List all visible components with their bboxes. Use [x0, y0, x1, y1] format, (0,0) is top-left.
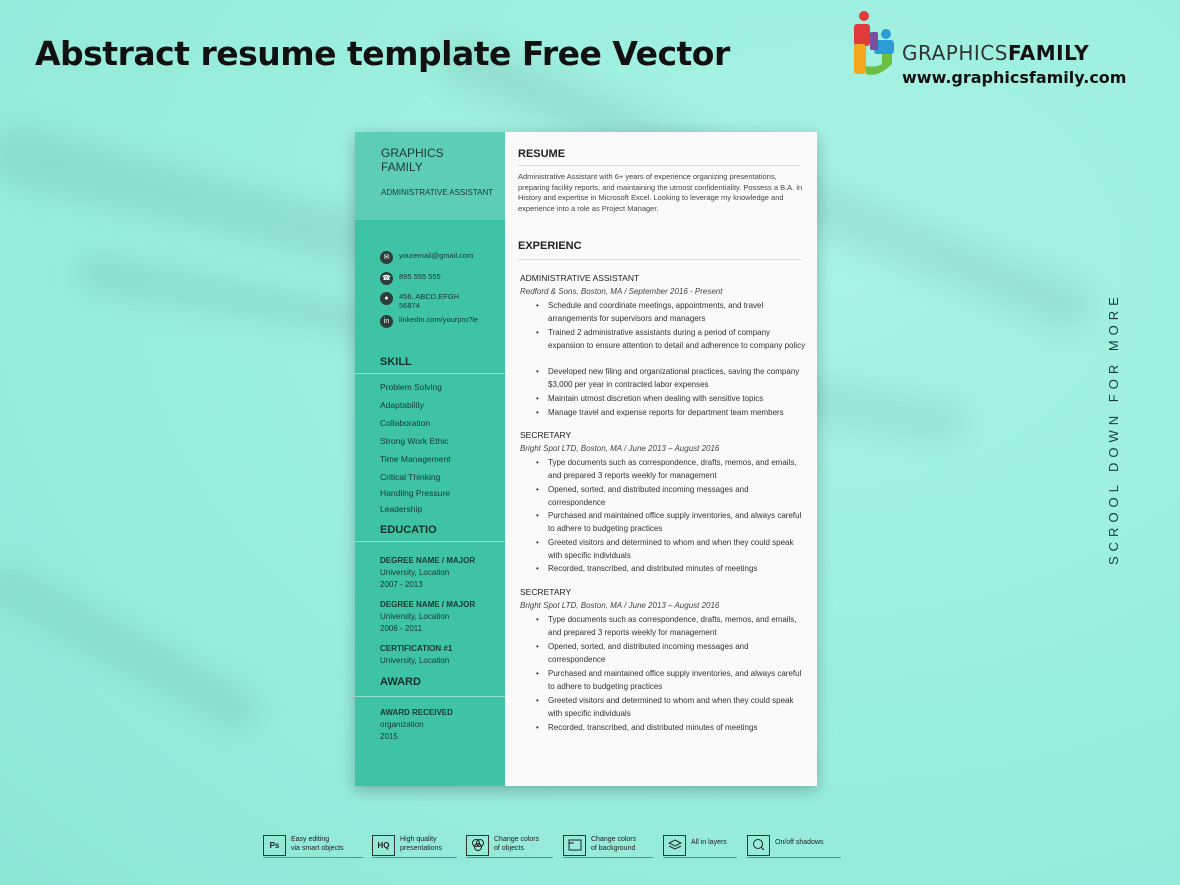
scroll-hint: SCROOL DOWN FOR MORE: [1106, 292, 1121, 565]
job-bullet: • Manage travel and expense reports for department team members: [548, 407, 806, 420]
photoshop-icon: Ps: [263, 835, 286, 856]
color-circles-icon: [466, 835, 489, 856]
resume-sidebar: [355, 132, 505, 786]
award-entry: AWARD RECEIVED organization 2015: [380, 708, 453, 741]
job-bullet: • Schedule and coordinate meetings, appointments, and travel arrangements for supervisors and managers: [548, 300, 806, 325]
email-icon: ✉: [380, 251, 393, 264]
experience-heading: EXPERIENC: [518, 240, 582, 252]
location-icon: ●: [380, 292, 393, 305]
resume-document: [355, 132, 817, 786]
logo-url[interactable]: www.graphicsfamily.com: [902, 68, 1127, 87]
feature-item: On/off shadows: [747, 833, 841, 858]
graphicsfamily-logo-icon: [852, 10, 898, 78]
education-entry: DEGREE NAME / MAJOR University, Location 2006 - 2011: [380, 600, 476, 633]
job-meta: Bright Spot LTD, Boston, MA / June 2013 – August 2016: [520, 444, 720, 453]
shadow-overlay: [0, 560, 265, 736]
skill-item: Handling Pressure: [380, 488, 450, 498]
job-meta: Bright Spot LTD, Boston, MA / June 2013 – August 2016: [520, 601, 720, 610]
contact-linkedin: in linkedin.com/yourpro?le: [380, 315, 478, 328]
job-bullet: • Greeted visitors and determined to whom and when they could speak with specific individuals: [548, 695, 806, 720]
logo-name: GRAPHICSFAMILY: [902, 41, 1090, 65]
divider: [355, 541, 505, 542]
job-bullet: • Type documents such as correspondence, drafts, memos, and emails, and prepared 3 reports weekly for management: [548, 457, 806, 482]
education-heading: EDUCATIO: [380, 524, 437, 536]
skill-item: Critical Thinking: [380, 472, 441, 482]
job-bullet: • Greeted visitors and determined to whom and when they could speak with specific individuals: [548, 537, 806, 562]
resume-summary: Administrative Assistant with 6+ years of experience organizing presentations, preparing facility reports, and maintaining the utmost confidentiality. Possess a B.A. in History and expertise in Microsoft Excel. Looking to leverage my knowledge and experience into a role as Project Manager.: [518, 172, 803, 213]
job-bullet: • Recorded, transcribed, and distributed minutes of meetings: [548, 722, 806, 735]
contact-phone: ☎ 895 555 555: [380, 272, 441, 285]
feature-item: HQ High quality presentations: [372, 833, 457, 858]
job-meta: Redford & Sons, Boston, MA / September 2016 - Present: [520, 287, 723, 296]
skill-item: Problem Solving: [380, 382, 442, 392]
education-entry: DEGREE NAME / MAJOR University, Location 2007 - 2013: [380, 556, 476, 589]
feature-item: Change colors of background: [563, 833, 653, 858]
award-heading: AWARD: [380, 676, 421, 688]
feature-item: All in layers: [663, 833, 737, 858]
divider: [355, 373, 505, 374]
divider: [518, 259, 801, 260]
feature-item: Change colors of objects: [466, 833, 553, 858]
skill-item: Leadership: [380, 504, 423, 514]
skill-item: Time Management: [380, 454, 451, 464]
linkedin-icon: in: [380, 315, 393, 328]
job-bullet: • Trained 2 administrative assistants during a period of company expansion to ensure attention to detail and adherence to company policy: [548, 327, 806, 352]
job-bullet: • Type documents such as correspondence, drafts, memos, and emails, and prepared 3 reports weekly for management: [548, 614, 806, 639]
layers-icon: [663, 835, 686, 856]
job-title: SECRETARY: [520, 587, 572, 597]
education-entry: CERTIFICATION #1 University, Location: [380, 644, 453, 665]
job-title: ADMINISTRATIVE ASSISTANT: [520, 273, 640, 283]
job-title: SECRETARY: [520, 430, 572, 440]
shadow-icon: [747, 835, 770, 856]
skill-heading: SKILL: [380, 356, 412, 368]
divider: [355, 696, 505, 697]
job-bullet: • Maintain utmost discretion when dealing with sensitive topics: [548, 393, 806, 406]
background-icon: [563, 835, 586, 856]
job-bullet: • Opened, sorted, and distributed incoming messages and correspondence: [548, 641, 806, 666]
contact-address: ● 456, ABCD,EFGH 56874: [380, 292, 459, 310]
job-bullet: • Opened, sorted, and distributed incoming messages and correspondence: [548, 484, 806, 509]
brand-logo[interactable]: [852, 10, 1152, 90]
job-bullet: • Purchased and maintained office supply inventories, and always careful to adhere to budgeting practices: [548, 510, 806, 535]
job-bullet: • Recorded, transcribed, and distributed minutes of meetings: [548, 563, 806, 576]
skill-item: Adaptability: [380, 400, 424, 410]
resume-heading: RESUME: [518, 148, 566, 160]
skill-item: Strong Work Ethic: [380, 436, 449, 446]
hq-icon: HQ: [372, 835, 395, 856]
resume-main: [505, 132, 817, 786]
divider: [518, 165, 801, 166]
resume-name: GRAPHICS FAMILY: [381, 146, 444, 174]
job-bullet: • Purchased and maintained office supply inventories, and always careful to adhere to budgeting practices: [548, 668, 806, 693]
skill-item: Collaboration: [380, 418, 431, 428]
job-bullet: • Developed new filing and organizational practices, saving the company $3,000 per year in contracted labor expenses: [548, 366, 806, 391]
feature-item: Ps Easy editing via smart objects: [263, 833, 363, 858]
page-title: Abstract resume template Free Vector: [35, 34, 730, 73]
resume-role: ADMINISTRATIVE ASSISTANT: [381, 188, 494, 197]
phone-icon: ☎: [380, 272, 393, 285]
contact-email: ✉ youremail@gmail.com: [380, 251, 473, 264]
